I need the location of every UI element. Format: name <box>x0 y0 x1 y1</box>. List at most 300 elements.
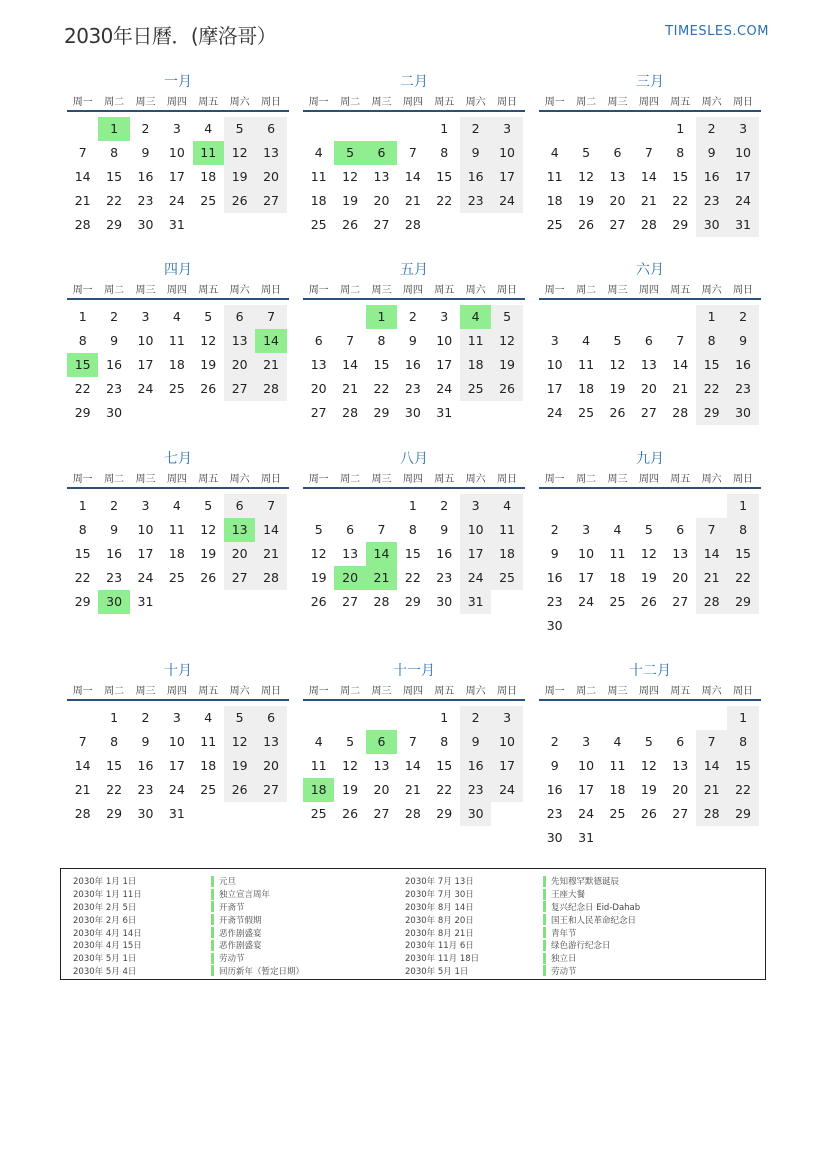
day-cell: 29 <box>672 217 689 232</box>
week-row <box>303 754 525 778</box>
legend-date: 2030年 8月 14日 <box>405 902 474 913</box>
month-name: 三月 <box>636 74 664 90</box>
day-cell: 26 <box>342 217 359 232</box>
day-cell: 7 <box>255 305 286 329</box>
day-cell: 16 <box>546 782 563 797</box>
weekday-label: 周五 <box>434 474 455 485</box>
legend-item <box>405 939 640 952</box>
legend-date: 2030年 7月 30日 <box>405 890 474 901</box>
weekday-label: 周二 <box>340 686 361 697</box>
month-name: 九月 <box>636 451 664 467</box>
day-cell: 16 <box>460 165 491 189</box>
day-cell: 10 <box>436 333 453 348</box>
empty-cell <box>303 494 334 518</box>
day-cell: 9 <box>460 730 491 754</box>
day-cell: 23 <box>546 594 563 609</box>
week-row <box>539 213 761 237</box>
day-cell: 26 <box>310 594 327 609</box>
legend-color-bar <box>543 914 546 925</box>
month-2 <box>303 72 525 237</box>
legend-item <box>73 939 304 952</box>
legend-date: 2030年 8月 20日 <box>405 915 474 926</box>
week-row <box>539 566 761 590</box>
empty-cell <box>696 706 727 730</box>
week-row <box>67 401 289 425</box>
day-cell: 8 <box>727 518 758 542</box>
weekday-label: 周日 <box>261 285 282 296</box>
day-cell: 6 <box>255 706 286 730</box>
day-cell: 18 <box>609 782 626 797</box>
day-cell: 2 <box>141 710 150 725</box>
month-4 <box>67 260 289 425</box>
day-cell: 14 <box>696 542 727 566</box>
day-cell: 12 <box>224 730 255 754</box>
empty-cell <box>334 305 365 329</box>
empty-cell <box>602 826 633 850</box>
week-row <box>539 401 761 425</box>
empty-cell <box>602 706 633 730</box>
day-cell: 4 <box>204 121 213 136</box>
legend-color-bar <box>543 965 546 976</box>
day-cell: 20 <box>334 566 365 590</box>
day-cell: 24 <box>137 381 154 396</box>
day-cell: 11 <box>310 758 327 773</box>
day-cell: 14 <box>366 542 397 566</box>
day-cell: 20 <box>672 782 689 797</box>
day-cell: 29 <box>74 405 91 420</box>
weekday-label: 周五 <box>434 686 455 697</box>
month-11 <box>303 661 525 826</box>
day-cell: 13 <box>609 169 626 184</box>
empty-cell <box>366 494 397 518</box>
day-cell: 4 <box>613 522 622 537</box>
empty-cell <box>334 494 365 518</box>
legend-date: 2030年 7月 13日 <box>405 877 474 888</box>
day-cell: 16 <box>137 758 154 773</box>
day-cell: 20 <box>672 570 689 585</box>
day-cell: 20 <box>373 782 390 797</box>
day-cell: 2 <box>696 117 727 141</box>
month-name: 一月 <box>164 74 192 90</box>
week-row <box>539 165 761 189</box>
day-cell: 28 <box>255 566 286 590</box>
weekday-label: 周四 <box>166 474 187 485</box>
week-row <box>539 706 761 730</box>
day-cell: 15 <box>106 758 123 773</box>
day-cell: 24 <box>168 193 185 208</box>
empty-cell <box>633 117 664 141</box>
site-link[interactable]: TIMESLES.COM <box>665 24 769 39</box>
day-cell: 30 <box>98 590 129 614</box>
day-cell: 6 <box>676 734 685 749</box>
day-cell: 20 <box>609 193 626 208</box>
day-cell: 29 <box>74 594 91 609</box>
week-row <box>539 542 761 566</box>
week-row <box>303 329 525 353</box>
legend-date: 2030年 4月 14日 <box>73 928 142 939</box>
weekday-label: 周四 <box>402 97 423 108</box>
day-cell: 9 <box>141 145 150 160</box>
day-cell: 7 <box>255 494 286 518</box>
month-name: 十二月 <box>629 663 671 679</box>
legend-column-left <box>73 875 304 977</box>
day-cell: 11 <box>168 333 185 348</box>
day-cell: 13 <box>255 141 286 165</box>
legend-date: 2030年 4月 15日 <box>73 941 142 952</box>
day-cell: 12 <box>640 546 657 561</box>
day-cell: 16 <box>460 754 491 778</box>
day-cell: 10 <box>168 734 185 749</box>
month-8 <box>303 449 525 614</box>
day-cell: 25 <box>491 566 522 590</box>
legend-holiday-name: 开斋节 <box>219 902 245 913</box>
legend-color-bar <box>211 914 214 925</box>
day-cell: 27 <box>342 594 359 609</box>
legend-item <box>73 875 304 888</box>
weekday-label: 周六 <box>229 686 250 697</box>
day-cell: 12 <box>491 329 522 353</box>
legend-color-bar <box>211 901 214 912</box>
legend-color-bar <box>543 953 546 964</box>
legend-holiday-name: 独立宣言周年 <box>219 890 271 901</box>
day-cell: 28 <box>640 217 657 232</box>
day-cell: 6 <box>366 730 397 754</box>
weekday-label: 周五 <box>198 474 219 485</box>
day-cell: 28 <box>404 217 421 232</box>
day-cell: 3 <box>491 706 522 730</box>
week-row <box>67 141 289 165</box>
day-cell: 5 <box>204 498 213 513</box>
day-cell: 18 <box>460 353 491 377</box>
day-cell: 27 <box>640 405 657 420</box>
day-cell: 13 <box>672 758 689 773</box>
day-cell: 17 <box>460 542 491 566</box>
legend-date: 2030年 5月 1日 <box>73 954 137 965</box>
day-cell: 5 <box>346 734 355 749</box>
day-cell: 22 <box>404 570 421 585</box>
weekday-label: 周二 <box>576 474 597 485</box>
empty-cell <box>193 590 224 614</box>
month-name: 二月 <box>400 74 428 90</box>
legend-color-bar <box>211 940 214 951</box>
day-cell: 19 <box>200 357 217 372</box>
weekday-label: 周三 <box>607 686 628 697</box>
week-row <box>539 329 761 353</box>
weekday-label: 周一 <box>72 97 93 108</box>
weekday-label: 周六 <box>465 474 486 485</box>
empty-cell <box>727 826 758 850</box>
legend-item <box>73 913 304 926</box>
week-row <box>303 802 525 826</box>
week-row <box>303 141 525 165</box>
day-cell: 11 <box>609 546 626 561</box>
day-cell: 26 <box>578 217 595 232</box>
empty-cell <box>224 213 255 237</box>
weekday-label: 周六 <box>701 474 722 485</box>
day-cell: 1 <box>78 309 87 324</box>
day-cell: 25 <box>546 217 563 232</box>
day-cell: 1 <box>98 117 129 141</box>
weekday-label: 周五 <box>670 686 691 697</box>
week-row <box>67 305 289 329</box>
weekday-label: 周六 <box>229 97 250 108</box>
weekday-label: 周二 <box>104 686 125 697</box>
day-cell: 28 <box>74 806 91 821</box>
day-cell: 31 <box>727 213 758 237</box>
day-cell: 24 <box>137 570 154 585</box>
day-cell: 16 <box>404 357 421 372</box>
weekday-label: 周一 <box>544 97 565 108</box>
weekday-label: 周五 <box>670 285 691 296</box>
empty-cell <box>539 117 570 141</box>
day-cell: 18 <box>546 193 563 208</box>
day-cell: 2 <box>110 309 119 324</box>
day-cell: 25 <box>578 405 595 420</box>
weekday-header <box>67 472 289 489</box>
empty-cell <box>665 305 696 329</box>
day-cell: 23 <box>137 782 154 797</box>
day-cell: 30 <box>137 806 154 821</box>
empty-cell <box>255 213 286 237</box>
weekday-label: 周日 <box>261 686 282 697</box>
day-cell: 8 <box>78 333 87 348</box>
weekday-label: 周二 <box>104 97 125 108</box>
day-cell: 7 <box>408 145 417 160</box>
week-row <box>67 189 289 213</box>
day-cell: 15 <box>67 353 98 377</box>
day-cell: 19 <box>224 165 255 189</box>
day-cell: 17 <box>491 754 522 778</box>
legend-holiday-name: 回历新年（暂定日期） <box>219 966 305 977</box>
day-cell: 21 <box>366 566 397 590</box>
day-cell: 5 <box>582 145 591 160</box>
weekday-header <box>303 283 525 300</box>
day-cell: 9 <box>727 329 758 353</box>
week-row <box>539 730 761 754</box>
day-cell: 31 <box>137 594 154 609</box>
day-cell: 10 <box>578 758 595 773</box>
day-cell: 30 <box>137 217 154 232</box>
legend-item <box>73 952 304 965</box>
day-cell: 16 <box>106 546 123 561</box>
weekday-label: 周六 <box>701 686 722 697</box>
weekday-label: 周二 <box>104 285 125 296</box>
day-cell: 12 <box>310 546 327 561</box>
empty-cell <box>397 706 428 730</box>
weekday-label: 周一 <box>544 474 565 485</box>
day-cell: 1 <box>408 498 417 513</box>
week-row <box>67 542 289 566</box>
day-cell: 21 <box>404 782 421 797</box>
day-cell: 8 <box>78 522 87 537</box>
empty-cell <box>460 401 491 425</box>
weekday-label: 周一 <box>544 686 565 697</box>
day-cell: 5 <box>491 305 522 329</box>
day-cell: 10 <box>168 145 185 160</box>
day-cell: 23 <box>106 381 123 396</box>
week-row <box>303 117 525 141</box>
week-row <box>539 826 761 850</box>
day-cell: 9 <box>550 546 559 561</box>
weekday-header <box>67 95 289 112</box>
day-cell: 5 <box>224 706 255 730</box>
day-cell: 6 <box>676 522 685 537</box>
day-cell: 1 <box>727 494 758 518</box>
day-cell: 31 <box>578 830 595 845</box>
legend-date: 2030年 8月 21日 <box>405 928 474 939</box>
day-cell: 31 <box>168 806 185 821</box>
day-cell: 27 <box>224 566 255 590</box>
day-cell: 13 <box>255 730 286 754</box>
day-cell: 8 <box>440 734 449 749</box>
day-cell: 22 <box>436 193 453 208</box>
day-cell: 5 <box>334 141 365 165</box>
weekday-label: 周三 <box>371 97 392 108</box>
day-cell: 3 <box>550 333 559 348</box>
day-cell: 4 <box>582 333 591 348</box>
week-row <box>303 494 525 518</box>
day-cell: 17 <box>137 357 154 372</box>
empty-cell <box>303 117 334 141</box>
month-name: 十一月 <box>393 663 435 679</box>
week-row <box>67 778 289 802</box>
day-cell: 2 <box>460 706 491 730</box>
day-cell: 12 <box>342 758 359 773</box>
day-cell: 29 <box>404 594 421 609</box>
weekday-label: 周一 <box>72 686 93 697</box>
day-cell: 21 <box>640 193 657 208</box>
day-cell: 27 <box>255 778 286 802</box>
weekday-label: 周三 <box>135 97 156 108</box>
empty-cell <box>193 401 224 425</box>
empty-cell <box>255 802 286 826</box>
day-cell: 13 <box>224 329 255 353</box>
day-cell: 27 <box>672 806 689 821</box>
legend-color-bar <box>543 889 546 900</box>
weekday-header <box>303 95 525 112</box>
day-cell: 7 <box>78 734 87 749</box>
week-row <box>539 518 761 542</box>
day-cell: 7 <box>644 145 653 160</box>
day-cell: 26 <box>224 778 255 802</box>
week-row <box>67 494 289 518</box>
weekday-label: 周四 <box>638 686 659 697</box>
day-cell: 16 <box>696 165 727 189</box>
weekday-label: 周一 <box>308 686 329 697</box>
day-cell: 21 <box>404 193 421 208</box>
legend-date: 2030年 1月 1日 <box>73 877 137 888</box>
day-cell: 11 <box>310 169 327 184</box>
weekday-label: 周五 <box>670 474 691 485</box>
day-cell: 19 <box>609 381 626 396</box>
day-cell: 21 <box>696 778 727 802</box>
empty-cell <box>602 117 633 141</box>
day-cell: 23 <box>137 193 154 208</box>
day-cell: 2 <box>727 305 758 329</box>
day-cell: 13 <box>342 546 359 561</box>
legend-date: 2030年 11月 18日 <box>405 954 480 965</box>
day-cell: 12 <box>224 141 255 165</box>
legend-date: 2030年 5月 1日 <box>405 966 469 977</box>
weekday-label: 周三 <box>135 686 156 697</box>
day-cell: 3 <box>460 494 491 518</box>
page-title: 2030年日曆．(摩洛哥） <box>64 24 277 48</box>
legend-holiday-name: 王座大餐 <box>551 890 586 901</box>
weekday-label: 周二 <box>340 474 361 485</box>
weekday-label: 周一 <box>308 285 329 296</box>
day-cell: 20 <box>224 353 255 377</box>
day-cell: 26 <box>609 405 626 420</box>
month-name: 七月 <box>164 451 192 467</box>
day-cell: 2 <box>408 309 417 324</box>
week-row <box>539 802 761 826</box>
day-cell: 3 <box>141 309 150 324</box>
day-cell: 10 <box>727 141 758 165</box>
weekday-header <box>539 472 761 489</box>
legend-date: 2030年 5月 4日 <box>73 966 137 977</box>
day-cell: 11 <box>200 734 217 749</box>
day-cell: 17 <box>168 169 185 184</box>
weekday-label: 周三 <box>607 285 628 296</box>
week-row <box>303 542 525 566</box>
day-cell: 2 <box>460 117 491 141</box>
day-cell: 4 <box>172 498 181 513</box>
weekday-label: 周五 <box>198 686 219 697</box>
empty-cell <box>665 826 696 850</box>
day-cell: 18 <box>310 193 327 208</box>
day-cell: 25 <box>200 193 217 208</box>
day-cell: 27 <box>373 806 390 821</box>
day-cell: 4 <box>491 494 522 518</box>
day-cell: 3 <box>172 710 181 725</box>
day-cell: 12 <box>200 522 217 537</box>
day-cell: 30 <box>546 618 563 633</box>
day-cell: 21 <box>696 566 727 590</box>
day-cell: 25 <box>168 381 185 396</box>
day-cell: 17 <box>727 165 758 189</box>
day-cell: 23 <box>696 189 727 213</box>
empty-cell <box>460 213 491 237</box>
weekday-label: 周一 <box>308 474 329 485</box>
day-cell: 17 <box>436 357 453 372</box>
day-cell: 11 <box>491 518 522 542</box>
empty-cell <box>397 117 428 141</box>
day-cell: 27 <box>224 377 255 401</box>
day-cell: 10 <box>578 546 595 561</box>
day-cell: 21 <box>255 542 286 566</box>
legend-holiday-name: 恶作剧盛宴 <box>219 941 262 952</box>
day-cell: 11 <box>578 357 595 372</box>
day-cell: 10 <box>137 333 154 348</box>
day-cell: 19 <box>342 782 359 797</box>
day-cell: 14 <box>404 169 421 184</box>
day-cell: 7 <box>676 333 685 348</box>
day-cell: 25 <box>310 806 327 821</box>
weekday-label: 周四 <box>638 285 659 296</box>
day-cell: 28 <box>373 594 390 609</box>
weekday-label: 周日 <box>733 285 754 296</box>
month-9 <box>539 449 761 638</box>
day-cell: 13 <box>373 169 390 184</box>
day-cell: 2 <box>141 121 150 136</box>
week-row <box>303 590 525 614</box>
day-cell: 21 <box>74 782 91 797</box>
week-row <box>303 305 525 329</box>
day-cell: 7 <box>408 734 417 749</box>
day-cell: 12 <box>578 169 595 184</box>
legend-holiday-name: 复兴纪念日 Eid-Dahab <box>551 902 641 913</box>
month-3 <box>539 72 761 237</box>
